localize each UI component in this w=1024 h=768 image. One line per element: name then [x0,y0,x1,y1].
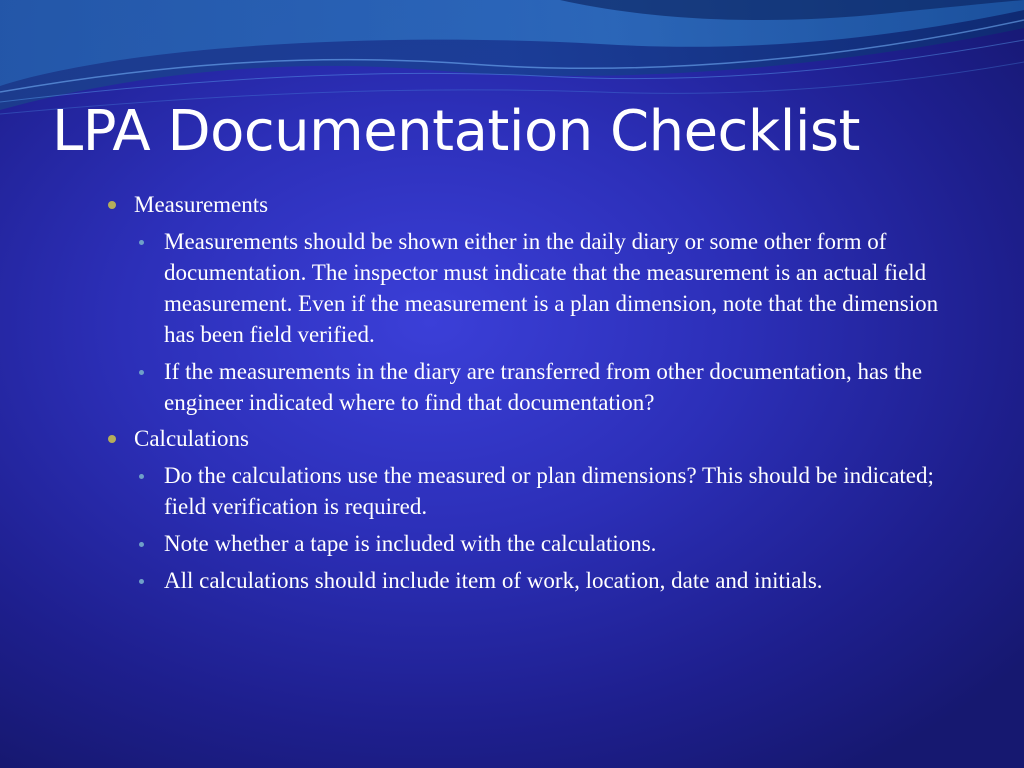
slide-content [105,184,965,596]
slide-title: LPA Documentation Checklist [52,99,861,164]
sub-bullet-calc-details: All calculations should include item of work, location, date and initials. [134,565,965,596]
bullet-measurements: Measurements [105,189,965,220]
bullet-calculations: Calculations [105,423,965,454]
sub-bullet-measurement-documentation: Measurements should be shown either in the daily diary or some other form of documentation. The inspector must indicate that the measurement is an actual field measurement. Even if the measurement is a plan dimension, note that the dimension has been field verified. [134,226,965,350]
sub-bullet-calc-dimensions: Do the calculations use the measured or plan dimensions? This should be indicated; field verification is required. [134,460,965,522]
sub-bullet-diary-transfer: If the measurements in the diary are transferred from other documentation, has the engineer indicated where to find that documentation? [134,356,965,418]
sub-bullet-calc-tape: Note whether a tape is included with the calculations. [134,528,965,559]
